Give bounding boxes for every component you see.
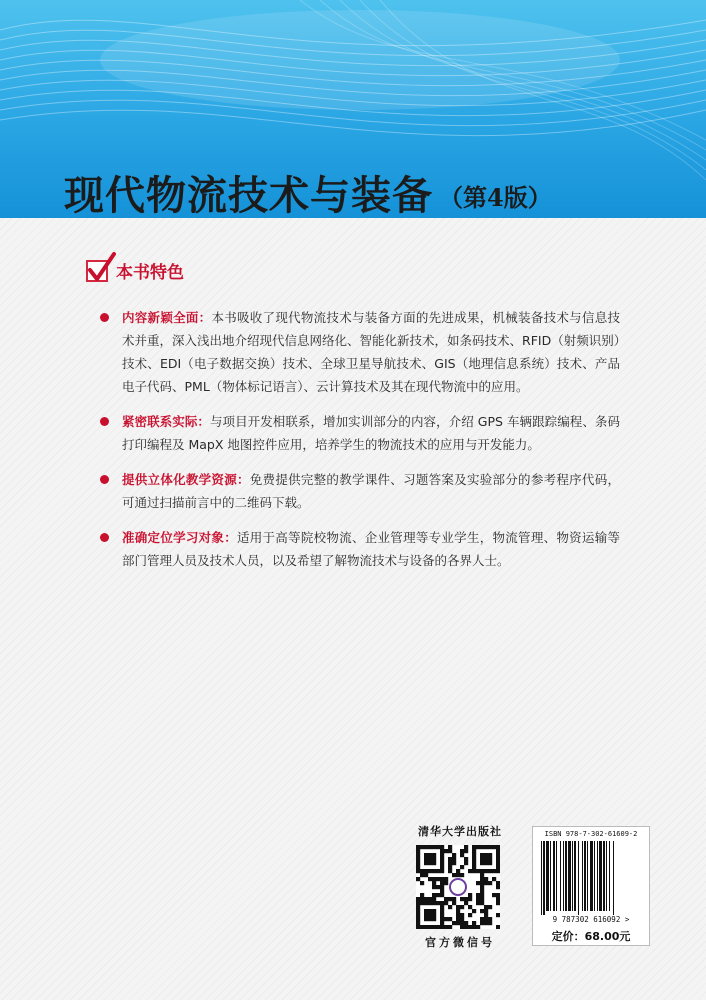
title-main: 现代物流技术与装备 bbox=[64, 172, 433, 218]
features-list bbox=[100, 306, 620, 584]
feature-item bbox=[100, 468, 620, 514]
feature-text: 本书吸收了现代物流技术与装备方面的先进成果，机械装备技术与信息技术并重，深入浅出地介绍现代信息网络化、智能化新技术，如条码技术、RFID（射频识别）技术、EDI（电子数据交换）技术、全球卫星导航技术、GIS（地理信息系统）技术、产品电子代码、PML（物体标记语言）、云计算技术及其在现代物流中的应用。 bbox=[122, 310, 620, 394]
qr-code-icon[interactable] bbox=[416, 845, 500, 929]
barcode-panel bbox=[532, 826, 650, 946]
feature-label: 准确定位学习对象： bbox=[122, 530, 237, 545]
bullet-dot-icon bbox=[100, 475, 109, 484]
feature-label: 内容新颖全面： bbox=[122, 310, 212, 325]
feature-label: 紧密联系实际： bbox=[122, 414, 210, 429]
feature-text: 与项目开发相联系，增加实训部分的内容，介绍 GPS 车辆跟踪编程、条码打印编程及 MapX 地图控件应用，培养学生的物流技术的应用与开发能力。 bbox=[122, 414, 620, 452]
checkmark-icon bbox=[86, 260, 108, 282]
bullet-dot-icon bbox=[100, 533, 109, 542]
features-heading bbox=[86, 258, 184, 283]
wechat-label: 官方微信号 bbox=[425, 936, 495, 949]
feature-item bbox=[100, 306, 620, 398]
feature-label: 提供立体化教学资源： bbox=[122, 472, 250, 487]
features-title: 本书特色 bbox=[116, 263, 184, 283]
barcode-digits: 9 787302 616092 > bbox=[552, 915, 630, 924]
feature-item bbox=[100, 410, 620, 456]
feature-text: 免费提供完整的教学课件、习题答案及实验部分的参考程序代码，可通过扫描前言中的二维码下载。 bbox=[122, 472, 620, 510]
bullet-dot-icon bbox=[100, 313, 109, 322]
feature-text: 适用于高等院校物流、企业管理等专业学生，物流管理、物资运输等部门管理人员及技术人员，以及希望了解物流技术与设备的各界人士。 bbox=[122, 530, 620, 568]
bullet-dot-icon bbox=[100, 417, 109, 426]
publisher-name: 清华大学出版社 bbox=[418, 825, 502, 838]
feature-item bbox=[100, 526, 620, 572]
book-title bbox=[64, 166, 552, 218]
title-edition: （第4版） bbox=[439, 183, 552, 212]
cover-banner bbox=[0, 0, 706, 218]
isbn-text: ISBN 978-7-302-61609-2 bbox=[544, 830, 638, 838]
price: 定价：68.00元 bbox=[551, 930, 631, 943]
barcode-icon bbox=[539, 841, 643, 915]
